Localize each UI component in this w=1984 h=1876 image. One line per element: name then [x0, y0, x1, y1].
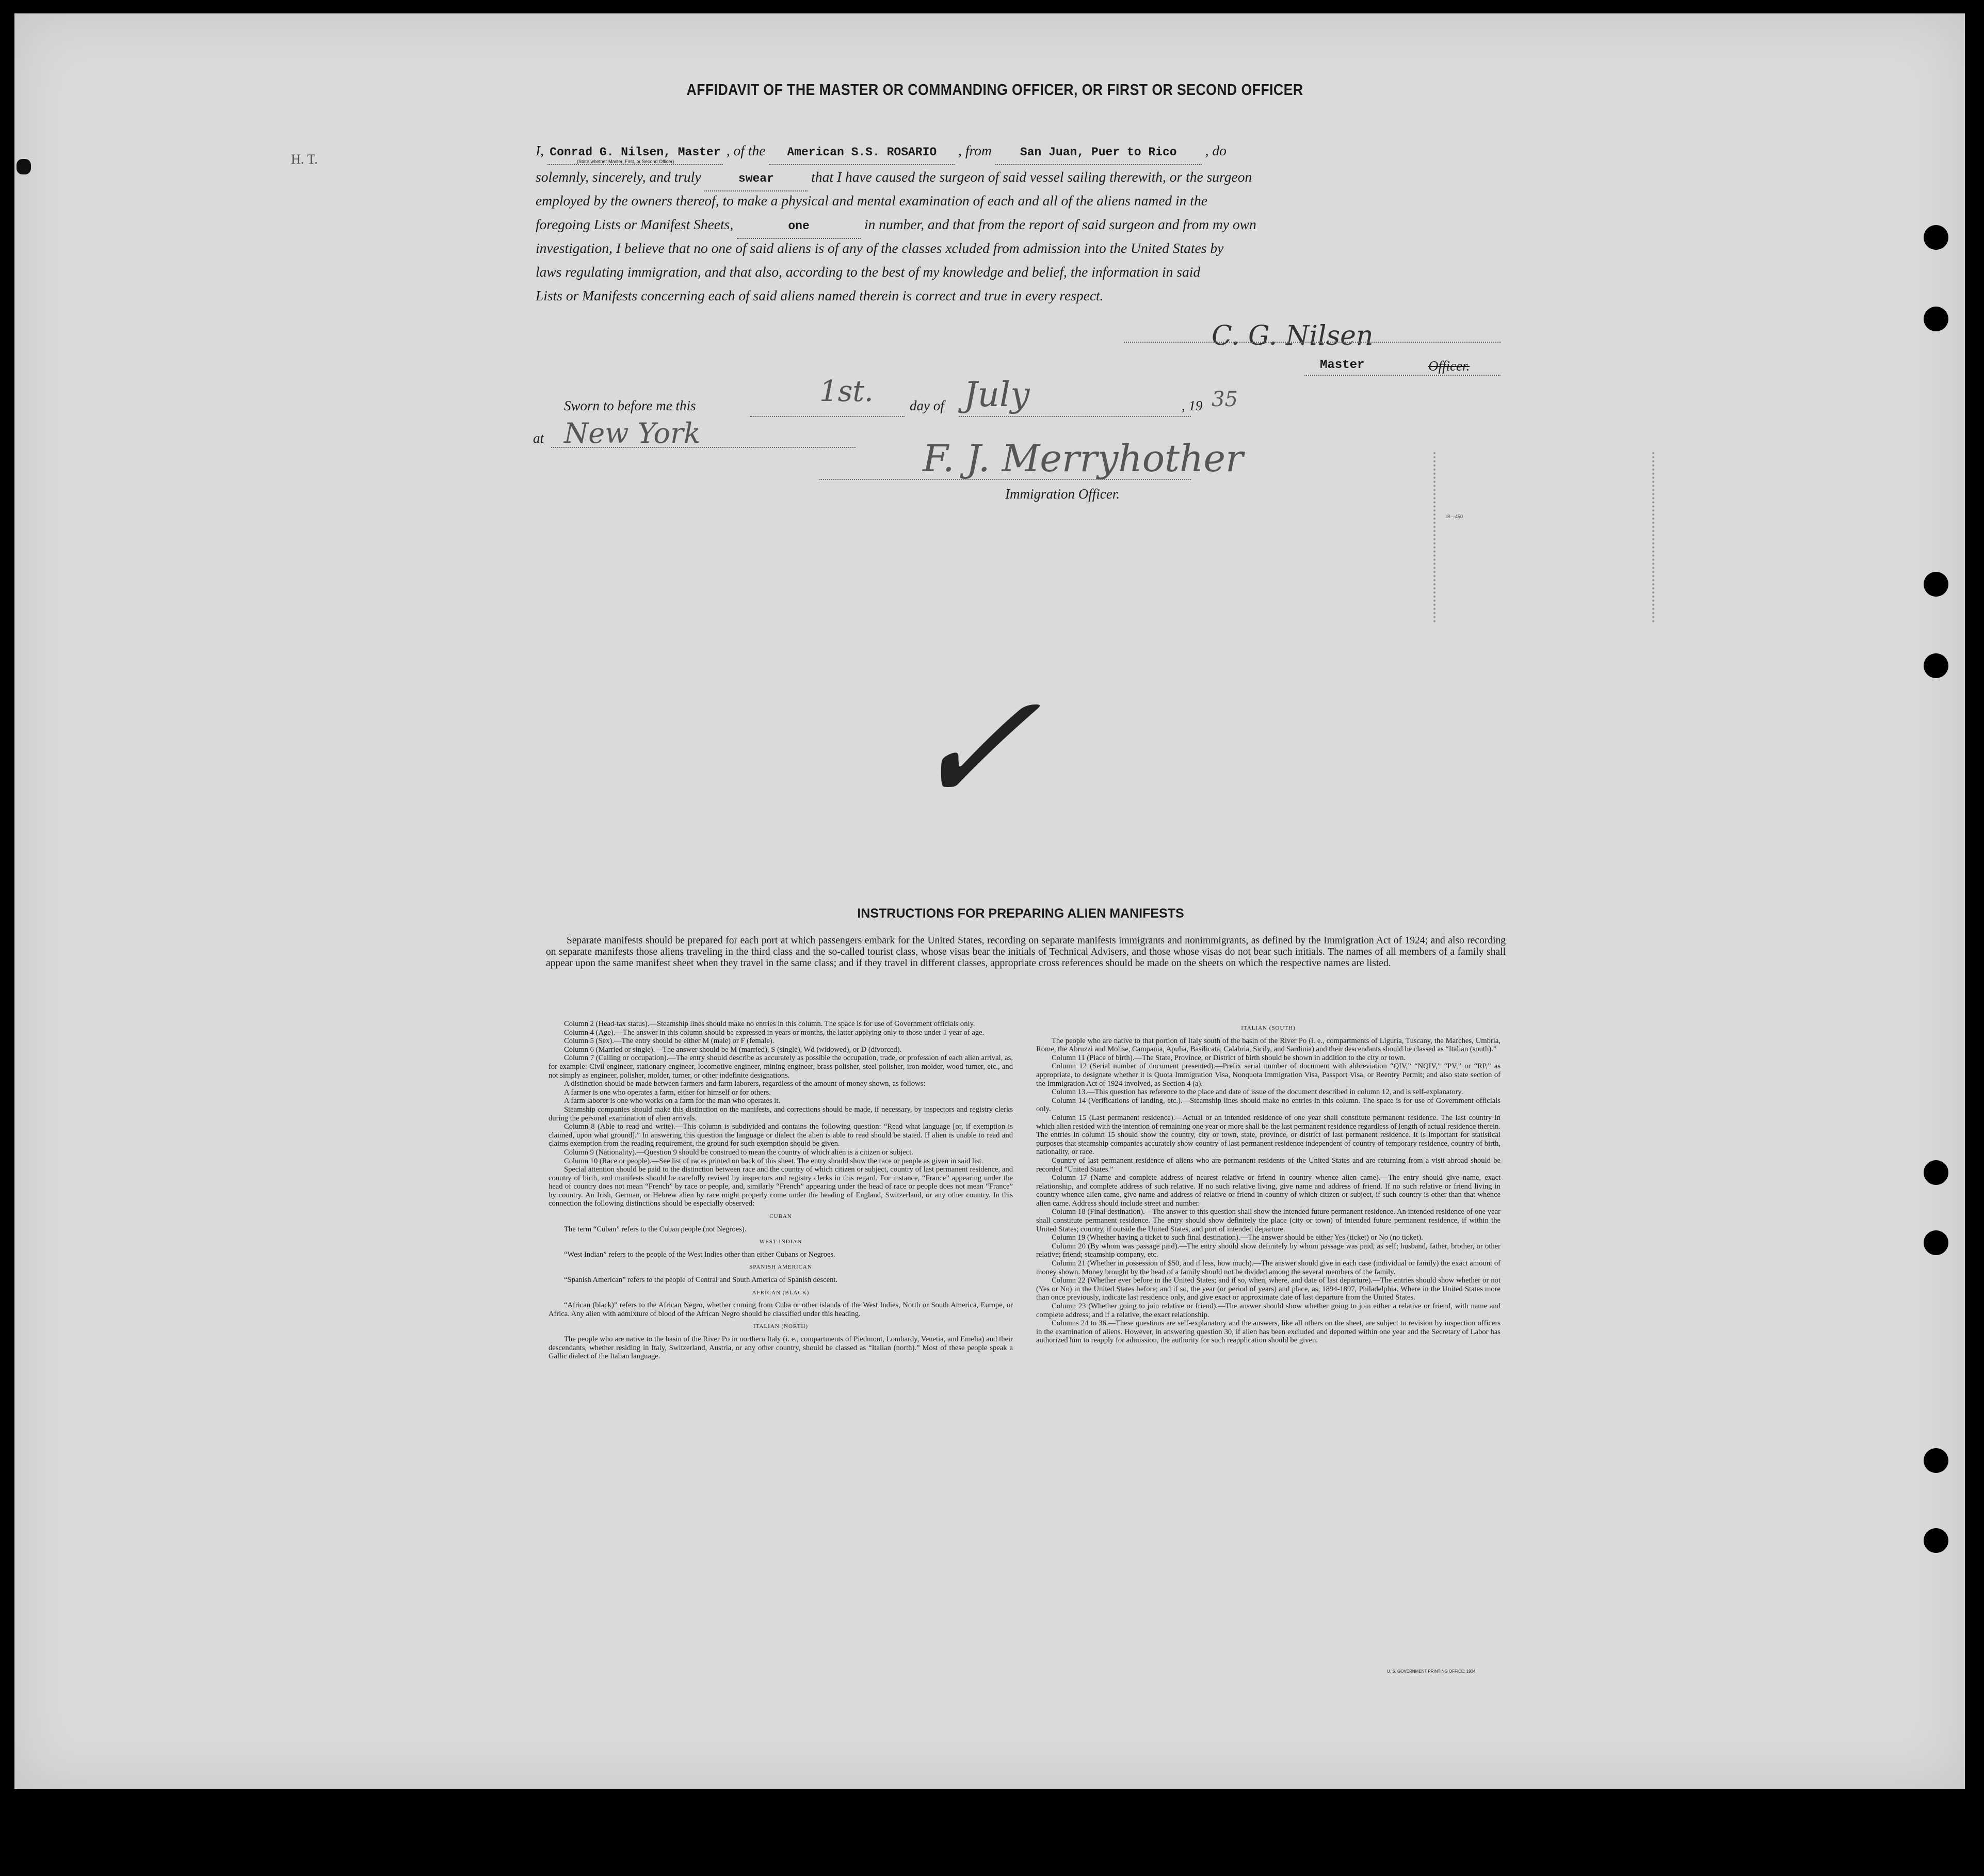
printing-office-imprint: U. S. GOVERNMENT PRINTING OFFICE: 1934 — [1387, 1669, 1476, 1674]
left-para: “Spanish American” refers to the people of Central and South America of Spanish descent. — [564, 1276, 838, 1285]
right-para: Column 17 (Name and complete address of nearest relative or friend in country whence alien came).—The entry should give name, exact relationship, and complete address of such relative. If no such relative living, give name and address of friend. If no such relative or friend living in country whence alien came, give name and address of relative or friend in country of which citizen or subject, if such country is other than that whence alien came. Address should include street and number. — [1036, 1174, 1501, 1208]
margin-annotation: H. T. — [291, 152, 318, 167]
left-para: Column 9 (Nationality).—Question 9 should be construed to mean the country of which alien is a citizen or subject. — [564, 1148, 913, 1157]
right-para: Column 15 (Last permanent residence).—Actual or an intended residence of one year shall constitute permanent residence. The last country in which alien resided with the intention of remaining one year or more shall be the last permanent residence regardless of length of actual residence therein. The entries in column 15 should show the country, city or town, state, province, or district of last permanent residence. It is important for statistical purposes that steamship companies accurately show country of last permanent residence independent of country of temporary residence, country of birth, nationality, or race. — [1036, 1113, 1501, 1157]
binder-hole — [1924, 653, 1948, 678]
right-para: Column 18 (Final destination).—The answer to this question shall show the intended future permanent residence. An intended residence of one year shall constitute permanent residence. The entry should show definitely the place (city or town) of intended future permanent residence, if within the United States; country, if outside the United States, and port of intended departure. — [1036, 1208, 1501, 1233]
affidavit-line-6: laws regulating immigration, and that also, according to the best of my knowledge and belief, the information in said — [536, 264, 1201, 280]
right-para: Column 14 (Verifications of landing, etc.).—Steamship lines should make no entries in this column. The space is for use of Government officials only. — [1036, 1096, 1501, 1114]
master-name: Conrad G. Nilsen, Master — [547, 140, 723, 165]
stamp-code: 18—450 — [1445, 514, 1463, 520]
left-para: Column 5 (Sex).—The entry should be either M (male) or F (female). — [564, 1037, 775, 1046]
binder-hole — [1924, 307, 1948, 331]
left-para: The term “Cuban” refers to the Cuban people (not Negroes). — [564, 1225, 747, 1233]
left-para: Column 2 (Head-tax status).—Steamship lines should make no entries in this column. The space is for use of Government officials only. — [564, 1020, 975, 1028]
right-para: Column 21 (Whether in possession of $50, and if less, how much).—The answer should give in each case (individual or family) the exact amount of money shown. Money brought by the head of a family should not be divided among the several members of the family. — [1036, 1259, 1501, 1276]
affidavit-line-3: employed by the owners thereof, to make a physical and mental examination of each and all of the aliens named in the — [536, 193, 1207, 209]
sworn-prefix: Sworn to before me this — [564, 398, 696, 413]
master-signature: C. G. Nilsen — [1212, 320, 1374, 351]
instructions-title: INSTRUCTIONS FOR PREPARING ALIEN MANIFESTS — [857, 906, 1184, 921]
right-para: Column 23 (Whether going to join relative or friend).—The answer should show whether going to join either a relative or friend, with name and complete address; and if a relative, the exact relationship. — [1036, 1302, 1501, 1319]
right-para: Column 19 (Whether having a ticket to such final destination).—The answer should be either Yes (ticket) or No (no ticket). — [1052, 1233, 1423, 1242]
sworn-at: at — [533, 430, 544, 446]
affidavit-title: AFFIDAVIT OF THE MASTER OR COMMANDING OFFICER, OR FIRST OR SECOND OFFICER — [686, 81, 1303, 99]
departure-port: San Juan, Puer to Rico — [995, 140, 1202, 165]
affidavit-line-2: solemnly, sincerely, and truly swear that I have caused the surgeon of said vessel sailing therewith, or the surgeon — [536, 165, 1511, 191]
section-heading: ITALIAN (SOUTH) — [1241, 1025, 1296, 1031]
right-para: Column 22 (Whether ever before in the United States; and if so, when, where, and date of last departure).—The entries should show whether or not (Yes or No) in the United States before; and if so, the year (or period of years) and place, as, 1894-1897, Philadelphia. Where in the United States more than once previously, indicate last residence only, and give exact or approximate date of last departure from the United States. — [1036, 1276, 1501, 1302]
right-para: The people who are native to that portion of Italy south of the basin of the River Po (i. e., compartments of Liguria, Tuscany, the Marches, Umbria, Rome, the Abruzzi and Molise, Campania, Apulia, Basilicata, Calabria, Sicily, and Sardinia) and their descendants should be classed as “Italian (south).” — [1036, 1036, 1501, 1054]
binder-hole — [1924, 1528, 1948, 1553]
officer-word: Officer. — [1428, 358, 1470, 374]
left-para: Column 6 (Married or single).—The answer should be M (married), S (single), Wd (widowed), or D (divorced). — [564, 1045, 902, 1054]
check-mark: ✓ — [893, 659, 1082, 839]
section-heading: WEST INDIAN — [759, 1239, 802, 1245]
binder-hole — [1924, 1448, 1948, 1473]
instructions-intro: Separate manifests should be prepared for each port at which passengers embark for the United States, recording on separate manifests immigrants and nonimmigrants, as defined by the Immigration Act of 1924; and also recording on separate manifests those aliens traveling in the third class and the so-called tourist class, whose visas bear the initials of Technical Advisers, and those whose visas do not bear such initials. The names of all members of a family shall appear upon the same manifest sheet when they travel in the same class; and if they travel in different classes, appropriate cross references should be made on the sheets on which the respective names are listed. — [546, 935, 1506, 969]
section-heading: SPANISH AMERICAN — [749, 1264, 812, 1271]
affidavit-line-1: I, Conrad G. Nilsen, Master , of the American S.S. ROSARIO , from San Juan, Puer to Rico , do — [536, 139, 1511, 165]
oath-word: swear — [704, 167, 808, 191]
signature-line — [1124, 342, 1501, 343]
binder-hole — [1924, 1230, 1948, 1255]
left-para: Column 7 (Calling or occupation).—The entry should describe as accurately as possible the occupation, trade, or profession of each alien arrival, as, for example: Civil engineer, stationary engineer, locomotive engineer, mining engineer, brass polisher, steel polisher, iron molder, wood turner, etc., and not simply as engineer, polisher, molder, turner, or other indefinite designations. — [549, 1054, 1013, 1080]
officer-line — [819, 479, 1191, 480]
place-line — [551, 447, 856, 448]
ink-blot — [17, 159, 31, 174]
binder-hole — [1924, 572, 1948, 597]
instructions-right-column — [1036, 1020, 1501, 1345]
officer-label: Immigration Officer. — [1005, 486, 1120, 502]
left-para: “West Indian” refers to the people of the West Indies other than either Cubans or Negroes. — [564, 1250, 835, 1259]
vessel-name: American S.S. ROSARIO — [769, 140, 955, 165]
right-para: Country of last permanent residence of aliens who are permanent residents of the United States and are returning from a visit abroad should be recorded “United States.” — [1036, 1156, 1501, 1174]
right-para: Column 12 (Serial number of document presented).—Prefix serial number of document with abbreviation “QIV,” “NQIV,” “PV,” or “RP,” as appropriate, to designate whether it is Quota Immigration Visa, Nonquota Immigration Visa, Passport Visa, or Reentry Permit; and also state section of the Immigration Act of 1924 involved, as Section 4 (a). — [1036, 1062, 1501, 1088]
instructions-left-column — [549, 1020, 1013, 1361]
left-para: A farm laborer is one who works on a farm for the man who operates it. — [564, 1097, 781, 1105]
right-para: Columns 24 to 36.—These questions are self-explanatory and the answers, like all others on the sheet, are subject to revision by inspection officers in the examination of aliens. However, in answering question 30, if alien has been excluded and deported within one year and the Secretary of Labor has authorized him to reapply for admission, the authority for such reapplication should be given. — [1036, 1319, 1501, 1345]
day-line — [750, 416, 905, 417]
sworn-year: 35 — [1212, 388, 1238, 411]
right-para: Column 13.—This question has reference to the place and date of issue of the document described in column 12, and is self-explanatory. — [1052, 1088, 1463, 1097]
sworn-day: 1st. — [819, 375, 874, 408]
manifest-sheet — [14, 13, 1965, 1789]
right-para: Column 20 (By whom was passage paid).—The entry should show definitely by whom passage was paid, as self; husband, father, brother, or other relative; friend; steamship company, etc. — [1036, 1242, 1501, 1259]
left-para: Steamship companies should make this distinction on the manifests, and corrections should be made, if necessary, by inspectors and registry clerks during the personal examination of alien arrivals. — [549, 1105, 1013, 1123]
left-para: Column 10 (Race or people).—See list of races printed on back of this sheet. The entry should show the race or people as given in said list. — [564, 1157, 983, 1165]
left-para: Column 4 (Age).—The answer in this column should be expressed in years or months, the latter applying only to those under 1 year of age. — [564, 1028, 985, 1037]
sheet-count: one — [737, 214, 861, 239]
binder-hole — [1924, 225, 1948, 250]
affidavit-line-4: foregoing Lists or Manifest Sheets, one in number, and that from the report of said surgeon and from my own — [536, 213, 1511, 239]
sworn-year-prefix: , 19 — [1182, 398, 1203, 413]
immigration-officer-signature: F. J. Merryhother — [923, 437, 1244, 480]
left-para: Column 8 (Able to read and write).—This column is subdivided and contains the following question: “Read what language [or, if exemption is claimed, upon what ground].” In answering this question the language or dialect the alien is able to read should be stated. If alien is unable to read and claims exemption from the reading requirement, the ground for such exemption should be given. — [549, 1123, 1013, 1148]
sworn-day-of: day of — [910, 398, 944, 413]
left-para: The people who are native to the basin of the River Po in northern Italy (i. e., compartments of Piedmont, Lombardy, Venetia, and Emelia) and their descendants, whether residing in Italy, Switzerland, Austria, or any other country, should be classed as “Italian (north).” Most of these people speak a Gallic dialect of the Italian language. — [549, 1335, 1013, 1361]
left-para: A distinction should be made between farmers and farm laborers, regardless of the amount of money shown, as follows: — [564, 1080, 926, 1088]
state-note: (State whether Master, First, or Second Officer) — [577, 159, 674, 164]
affidavit-line-5: investigation, I believe that no one of said aliens is of any of the classes xcluded from admission into the United States by — [536, 240, 1224, 256]
section-heading: CUBAN — [769, 1213, 792, 1220]
stamp-marks — [1433, 452, 1654, 622]
left-para: “African (black)” refers to the African Negro, whether coming from Cuba or other islands of the West Indies, North or South America, Europe, or Africa. Any alien with admixture of blood of the African Negro should be classified under this heading. — [549, 1301, 1013, 1318]
binder-hole — [1924, 1160, 1948, 1185]
left-para: Special attention should be paid to the distinction between race and the country of which citizen or subject, country of last permanent residence, and country of birth, and manifests should be carefully revised by inspectors and registry clerks in this regard. For instance, “France” appearing under the head of country does not mean “French” by race or people, and, similarly “French” appearing under the head of race or people does not mean “France” by country. An Irish, German, or Hebrew alien by race might properly come under the heading of England, Switzerland, or any other country. In this connection the following distinctions should be especially observed: — [549, 1165, 1013, 1208]
affidavit-line-7: Lists or Manifests concerning each of said aliens named therein is correct and true in every respect. — [536, 287, 1104, 303]
sworn-place: New York — [564, 417, 701, 450]
role-line — [1304, 375, 1501, 376]
master-role: Master — [1320, 358, 1365, 372]
section-heading: AFRICAN (BLACK) — [752, 1289, 810, 1296]
section-heading: ITALIAN (NORTH) — [753, 1323, 809, 1330]
left-para: A farmer is one who operates a farm, either for himself or for others. — [564, 1088, 771, 1097]
right-para: Column 11 (Place of birth).—The State, Province, or District of birth should be shown in addition to the city or town. — [1052, 1053, 1406, 1062]
sworn-month: July — [964, 375, 1030, 414]
month-line — [959, 416, 1191, 417]
